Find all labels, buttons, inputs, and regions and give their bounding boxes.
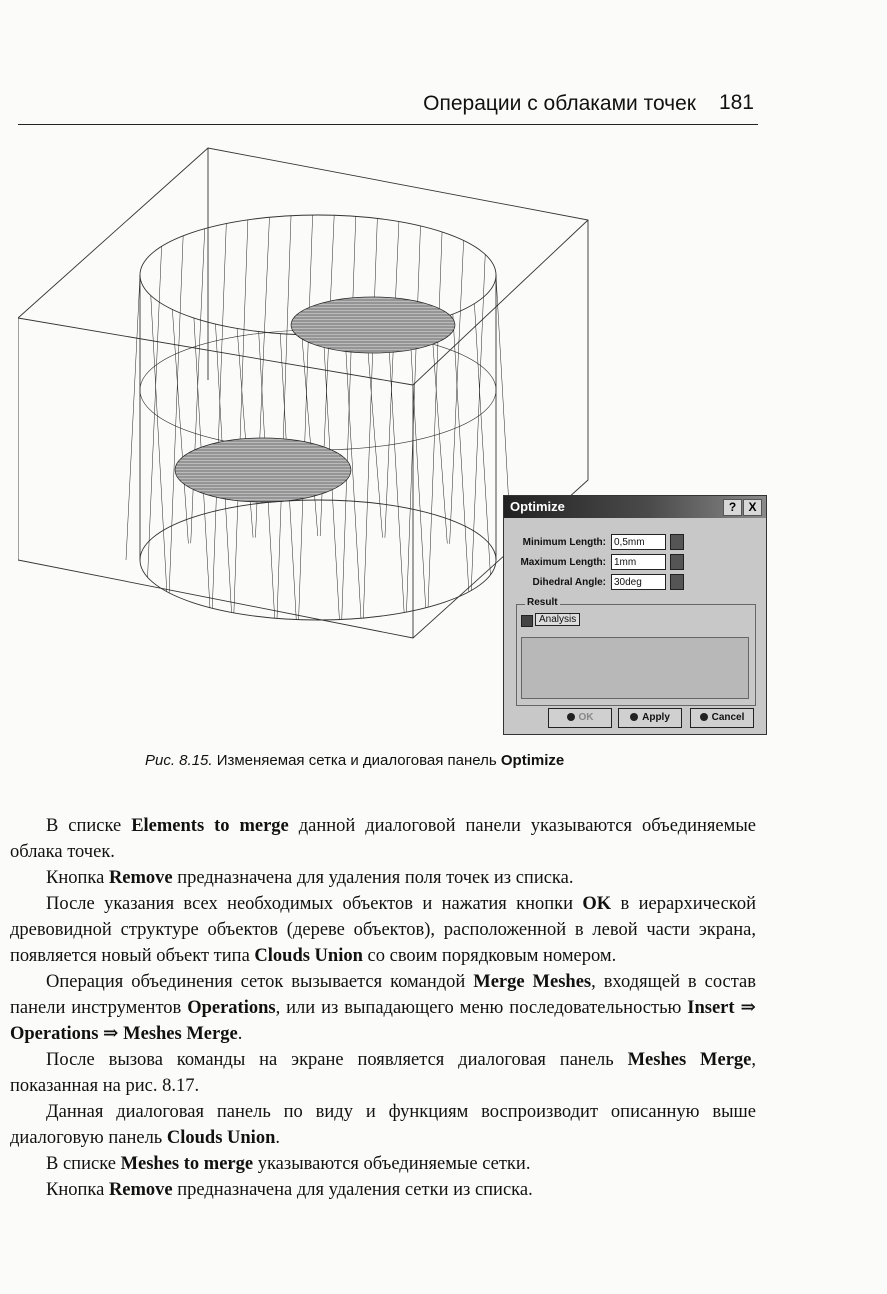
dihedral-angle-row [510,574,690,592]
dialog-title-bar [504,496,766,518]
result-label: Result [527,597,558,608]
min-length-row [510,534,690,552]
caption-number: Рис. 8.15. [145,752,213,769]
max-length-label: Maximum Length: [520,557,606,568]
text-run: Данная диалоговая панель по виду и функциям воспроизводит описанную выше диалоговую панель [10,1102,756,1148]
mesh-edge [212,224,226,609]
text-run: Операция объединения сеток вызывается командой [46,972,474,992]
mesh-edge [385,222,399,538]
bold-term: Remove [108,868,173,888]
paragraph [10,865,756,891]
text-run: , или из выпадающего меню последовательностью [275,998,688,1018]
mesh-edge [474,304,490,575]
text-run: указываются объединяемые сетки. [253,1154,531,1174]
mesh-edge [367,333,383,538]
bold-term: Meshes to merge [120,1154,254,1174]
bold-term: OK [582,894,612,914]
bold-term: Remove [108,1180,173,1200]
result-area [521,637,749,699]
text-run: в иерархической древовидной структуре объектов (дереве объектов), расположенной в левой части экрана, появляется новый объект типа [10,894,756,966]
dialog-buttons [504,708,766,730]
mesh-edge [148,246,162,577]
text-run: со своим порядковым номером. [362,946,617,966]
text-run: После указания всех необходимых объектов и нажатия кнопки [46,894,583,914]
running-title: Операции с облаками точек [423,92,696,115]
bold-term: Clouds Union [166,1128,276,1148]
text-run: В списке [46,816,132,836]
min-length-input[interactable]: 0,5mm [611,534,666,550]
lower-hatched-disc [175,438,351,502]
paragraph [10,1047,756,1099]
max-length-row [510,554,690,572]
optimize-dialog [503,495,767,735]
cancel-button[interactable] [690,708,754,728]
text-run: Кнопка [46,868,109,888]
figure [18,140,758,740]
mesh-edge [428,232,442,607]
bold-term: Clouds Union [254,946,363,966]
mesh-edge [450,241,464,544]
min-length-label: Minimum Length: [522,537,606,548]
mesh-edge [126,275,140,560]
caption-text: Изменяемая сетка и диалоговая панель [212,752,501,769]
mesh-edge [410,326,426,607]
mesh-edge [191,229,205,544]
text-run: , входящей в состав панели инструментов [10,972,757,1018]
dialog-title: Optimize [510,499,565,514]
dihedral-angle-label: Dihedral Angle: [532,577,606,588]
bold-term: Insert ⇒ Operations ⇒ Meshes Merge [10,998,756,1044]
bold-term: Operations [187,998,276,1018]
paragraph [10,1151,756,1177]
cancel-label: Cancel [711,712,745,723]
mesh-edge [388,330,404,612]
body-text [10,813,756,1203]
apply-label: Apply [642,712,670,723]
text-run: . [275,1128,280,1148]
text-run: . [237,1024,243,1044]
paragraph [10,813,756,865]
paragraph [10,891,756,969]
result-group [516,597,756,706]
analysis-checkbox[interactable] [521,615,533,627]
cylinder-bottom [140,500,496,620]
page-number: 181 [718,91,754,114]
text-run: Кнопка [46,1180,109,1200]
bold-term: Elements to merge [131,816,289,836]
analysis-label[interactable]: Analysis [535,613,580,626]
caption-bold: Optimize [500,752,565,769]
dihedral-angle-input[interactable]: 30deg [611,574,666,590]
mesh-edge [234,220,248,613]
text-run: В списке [46,1154,121,1174]
mesh-edge [277,216,291,619]
text-run: После вызова команды на экране появляется диалоговая панель [46,1050,628,1070]
mesh-edge [363,218,377,618]
mesh-edge [172,309,188,543]
apply-button[interactable] [618,708,682,728]
mesh-triangles [126,215,512,620]
mesh-edge [169,236,183,593]
text-run: предназначена для удаления сетки из списка. [172,1180,533,1200]
mesh-edge [299,215,313,620]
bold-term: Merge Meshes [473,972,592,992]
upper-hatched-disc [291,297,455,353]
ok-label: OK [578,712,594,723]
cancel-icon [700,713,708,721]
bold-term: Meshes Merge [627,1050,752,1070]
mesh-edge [302,335,318,536]
page-header [18,88,758,125]
dihedral-angle-spinner[interactable] [670,574,684,590]
ok-button[interactable] [548,708,612,728]
max-length-input[interactable]: 1mm [611,554,666,570]
close-button[interactable]: X [743,499,762,516]
mesh-edge [406,226,420,612]
mesh-edge [453,314,469,592]
text-run: , показанная на рис. 8.17. [10,1050,756,1096]
help-button[interactable]: ? [723,499,742,516]
paragraph [10,1177,756,1203]
ok-icon [567,713,575,721]
text-run: данной диалоговой панели указываются объединяемые облака точек. [10,816,756,862]
max-length-spinner[interactable] [670,554,684,570]
mesh-edge [342,216,356,619]
paragraph [10,969,756,1047]
paragraph [10,1099,756,1151]
text-run: предназначена для удаления поля точек из списка. [172,868,574,888]
figure-caption [145,752,564,769]
apply-icon [630,713,638,721]
min-length-spinner[interactable] [670,534,684,550]
